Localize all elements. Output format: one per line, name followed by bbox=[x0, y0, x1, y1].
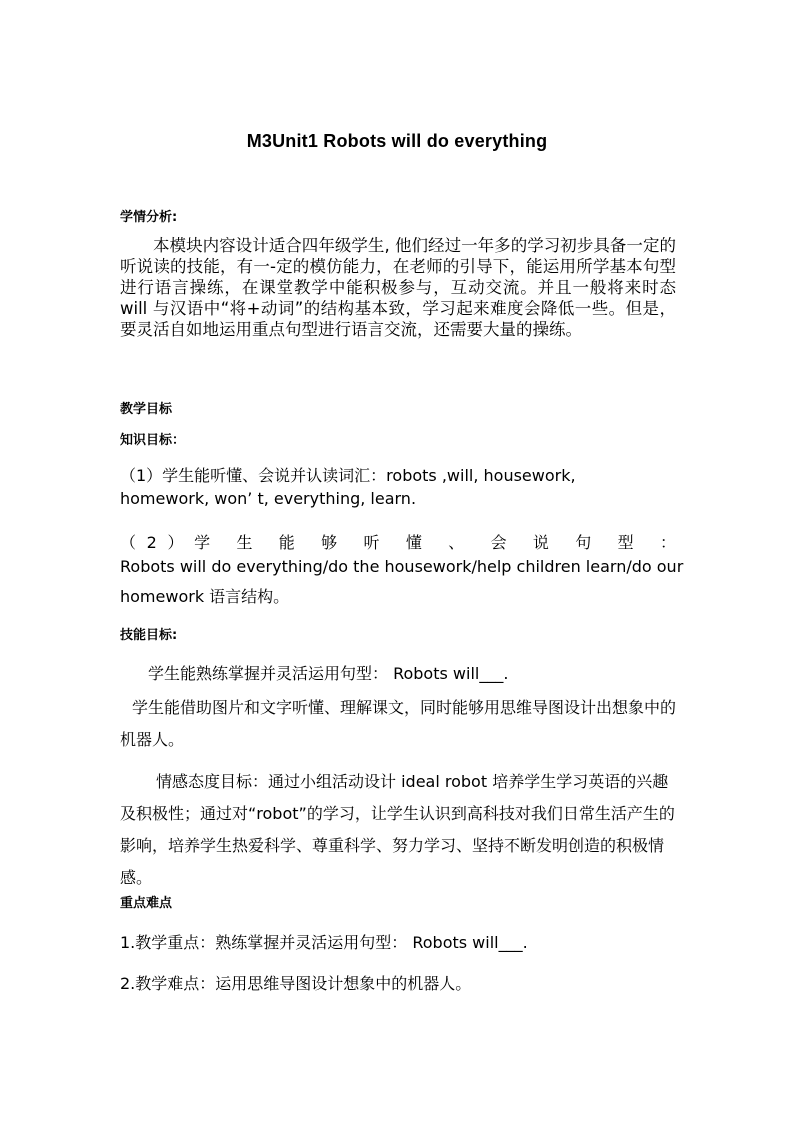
key-point: 1.教学重点：熟练掌握并灵活运用句型： Robots will___. bbox=[120, 933, 528, 952]
knowledge-item-2-line-2: Robots will do everything/do the housework/help children learn/do our bbox=[120, 557, 684, 576]
knowledge-item-1-line-1: （1）学生能听懂、会说并认读词汇：robots ,will, housework, bbox=[120, 466, 576, 485]
analysis-heading: 学情分析: bbox=[120, 210, 178, 225]
analysis-paragraph: 本模块内容设计适合四年级学生, 他们经过一年多的学习初步具备一定的听说读的技能，有一-定的模仿能力，在老师的引导下，能运用所学基本句型进行语言操练，在课堂教学中能积极参与，互动交流。并且一般将来时态 will 与汉语中“将+动词”的结构基本致，学习起来难度会降低一些。但是，要灵活自如地运用重点句型进行语言交流，还需要大量的操练。 bbox=[120, 236, 676, 339]
goals-heading: 教学目标 bbox=[120, 402, 173, 417]
difficult-point: 2.教学难点：运用思维导图设计想象中的机器人。 bbox=[120, 974, 472, 993]
skill-heading: 技能目标: bbox=[120, 628, 178, 643]
key-difficulty-heading: 重点难点 bbox=[120, 896, 173, 911]
skill-item-1: 学生能熟练掌握并灵活运用句型： Robots will___. bbox=[148, 664, 509, 683]
knowledge-item-1-line-2: homework, won’ t, everything, learn. bbox=[120, 489, 417, 508]
emotion-paragraph: 情感态度目标：通过小组活动设计 ideal robot 培养学生学习英语的兴趣及积极性；通过对“robot”的学习，让学生认识到高科技对我们日常生活产生的影响，培养学生热爱科学、尊重科学、努力学习、坚持不断发明创造的积极情感。 bbox=[120, 772, 675, 887]
document-title: M3Unit1 Robots will do everything bbox=[246, 131, 548, 151]
skill-item-2: 学生能借助图片和文字听懂、理解课文，同时能够用思维导图设计出想象中的机器人。 bbox=[120, 698, 677, 749]
knowledge-item-2-line-3: homework 语言结构。 bbox=[120, 587, 290, 606]
knowledge-heading: 知识目标： bbox=[120, 433, 186, 448]
knowledge-item-2-line-1: （2）学 生 能 够 听 懂 、 会 说 句 型 ： bbox=[120, 533, 676, 552]
